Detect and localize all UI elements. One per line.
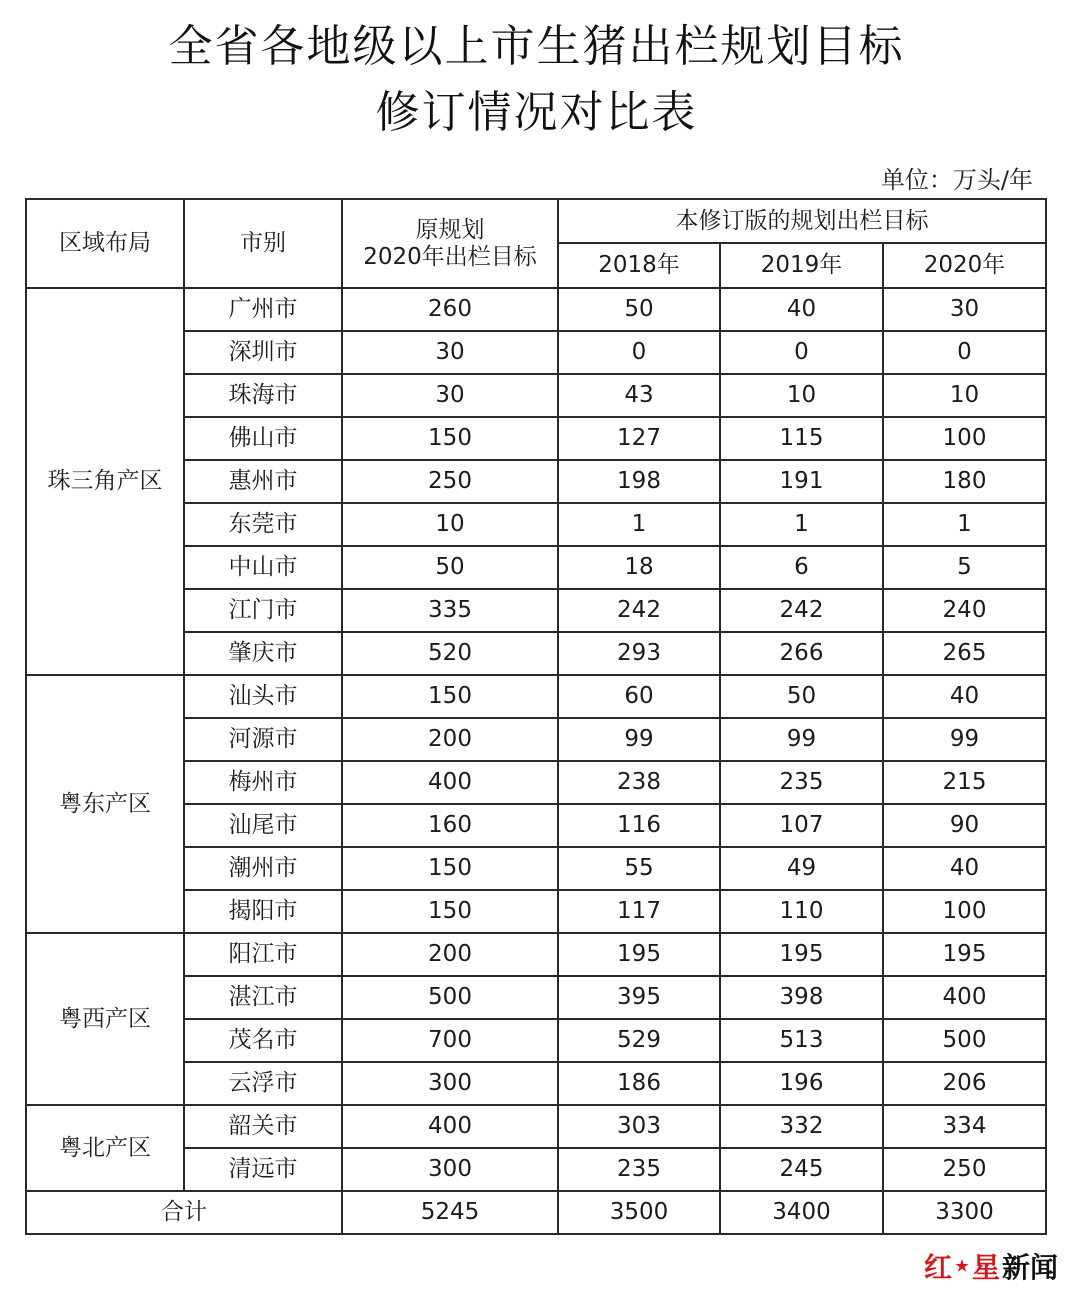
total-value-y2018: 3500	[558, 1191, 720, 1234]
value-cell-orig: 200	[342, 933, 558, 976]
region-cell: 粤东产区	[26, 675, 184, 933]
watermark-char-1: 红	[924, 1251, 953, 1284]
value-cell-y2020: 1	[883, 503, 1046, 546]
city-cell: 河源市	[184, 718, 342, 761]
city-cell: 云浮市	[184, 1062, 342, 1105]
total-row	[26, 1191, 1046, 1234]
value-cell-y2020: 240	[883, 589, 1046, 632]
value-cell-y2018: 0	[558, 331, 720, 374]
value-cell-y2019: 398	[720, 976, 883, 1019]
value-cell-y2018: 18	[558, 546, 720, 589]
value-cell-y2020: 215	[883, 761, 1046, 804]
value-cell-y2020: 195	[883, 933, 1046, 976]
value-cell-y2019: 245	[720, 1148, 883, 1191]
value-cell-y2018: 395	[558, 976, 720, 1019]
value-cell-y2018: 1	[558, 503, 720, 546]
value-cell-y2019: 235	[720, 761, 883, 804]
value-cell-y2020: 265	[883, 632, 1046, 675]
value-cell-y2019: 266	[720, 632, 883, 675]
value-cell-y2018: 60	[558, 675, 720, 718]
unit-label: 单位：万头/年	[880, 166, 1033, 194]
value-cell-y2020: 99	[883, 718, 1046, 761]
value-cell-y2020: 206	[883, 1062, 1046, 1105]
value-cell-orig: 30	[342, 374, 558, 417]
value-cell-orig: 400	[342, 761, 558, 804]
city-cell: 汕尾市	[184, 804, 342, 847]
header-city: 市别	[184, 199, 342, 288]
value-cell-y2018: 50	[558, 288, 720, 331]
city-cell: 肇庆市	[184, 632, 342, 675]
value-cell-y2018: 195	[558, 933, 720, 976]
city-cell: 阳江市	[184, 933, 342, 976]
total-value-y2019: 3400	[720, 1191, 883, 1234]
value-cell-y2019: 196	[720, 1062, 883, 1105]
city-cell: 广州市	[184, 288, 342, 331]
header-original-line2: 2020年出栏目标	[363, 243, 537, 270]
value-cell-y2018: 242	[558, 589, 720, 632]
value-cell-y2020: 40	[883, 847, 1046, 890]
value-cell-y2019: 0	[720, 331, 883, 374]
city-cell: 潮州市	[184, 847, 342, 890]
value-cell-orig: 10	[342, 503, 558, 546]
value-cell-y2019: 1	[720, 503, 883, 546]
table-row	[26, 675, 1046, 718]
value-cell-y2019: 332	[720, 1105, 883, 1148]
value-cell-y2018: 303	[558, 1105, 720, 1148]
value-cell-orig: 150	[342, 847, 558, 890]
city-cell: 东莞市	[184, 503, 342, 546]
value-cell-y2020: 5	[883, 546, 1046, 589]
header-year-2019: 2019年	[720, 243, 883, 288]
city-cell: 佛山市	[184, 417, 342, 460]
watermark-char-2: 星	[972, 1251, 1001, 1284]
table-row	[26, 933, 1046, 976]
value-cell-y2018: 238	[558, 761, 720, 804]
city-cell: 梅州市	[184, 761, 342, 804]
city-cell: 湛江市	[184, 976, 342, 1019]
value-cell-y2020: 500	[883, 1019, 1046, 1062]
value-cell-orig: 260	[342, 288, 558, 331]
value-cell-y2018: 116	[558, 804, 720, 847]
city-cell: 揭阳市	[184, 890, 342, 933]
value-cell-y2019: 110	[720, 890, 883, 933]
document-title-line-1: 全省各地级以上市生猪出栏规划目标	[168, 21, 905, 72]
header-region: 区域布局	[26, 199, 184, 288]
value-cell-orig: 150	[342, 890, 558, 933]
city-cell: 茂名市	[184, 1019, 342, 1062]
value-cell-orig: 150	[342, 417, 558, 460]
value-cell-y2020: 400	[883, 976, 1046, 1019]
table-row	[26, 1105, 1046, 1148]
value-cell-orig: 500	[342, 976, 558, 1019]
value-cell-y2020: 40	[883, 675, 1046, 718]
watermark-char-3: 新闻	[1002, 1251, 1059, 1284]
value-cell-orig: 160	[342, 804, 558, 847]
value-cell-y2019: 49	[720, 847, 883, 890]
value-cell-y2020: 334	[883, 1105, 1046, 1148]
pig-target-comparison-table	[25, 198, 1047, 1235]
value-cell-y2020: 100	[883, 417, 1046, 460]
city-cell: 清远市	[184, 1148, 342, 1191]
city-cell: 韶关市	[184, 1105, 342, 1148]
header-row-1	[26, 199, 1046, 243]
star-icon	[955, 1259, 969, 1273]
value-cell-y2018: 55	[558, 847, 720, 890]
value-cell-y2019: 195	[720, 933, 883, 976]
value-cell-y2019: 50	[720, 675, 883, 718]
value-cell-y2018: 117	[558, 890, 720, 933]
region-cell: 粤西产区	[26, 933, 184, 1105]
value-cell-y2019: 191	[720, 460, 883, 503]
value-cell-orig: 520	[342, 632, 558, 675]
header-revised-targets: 本修订版的规划出栏目标	[558, 199, 1046, 243]
total-value-orig: 5245	[342, 1191, 558, 1234]
value-cell-y2018: 186	[558, 1062, 720, 1105]
region-cell: 珠三角产区	[26, 288, 184, 675]
region-cell: 粤北产区	[26, 1105, 184, 1191]
table-row	[26, 288, 1046, 331]
value-cell-y2019: 40	[720, 288, 883, 331]
header-original-line1: 原规划	[415, 217, 485, 244]
city-cell: 深圳市	[184, 331, 342, 374]
value-cell-y2018: 235	[558, 1148, 720, 1191]
value-cell-y2019: 99	[720, 718, 883, 761]
value-cell-y2020: 250	[883, 1148, 1046, 1191]
city-cell: 珠海市	[184, 374, 342, 417]
hongxing-news-watermark	[920, 1244, 1073, 1288]
value-cell-orig: 700	[342, 1019, 558, 1062]
value-cell-orig: 50	[342, 546, 558, 589]
document-title-line-2: 修订情况对比表	[375, 87, 698, 138]
value-cell-y2019: 10	[720, 374, 883, 417]
value-cell-orig: 200	[342, 718, 558, 761]
value-cell-y2018: 529	[558, 1019, 720, 1062]
value-cell-orig: 150	[342, 675, 558, 718]
value-cell-y2020: 0	[883, 331, 1046, 374]
value-cell-orig: 400	[342, 1105, 558, 1148]
value-cell-orig: 30	[342, 331, 558, 374]
value-cell-y2020: 180	[883, 460, 1046, 503]
header-year-2020: 2020年	[883, 243, 1046, 288]
header-year-2018: 2018年	[558, 243, 720, 288]
value-cell-y2018: 99	[558, 718, 720, 761]
value-cell-orig: 250	[342, 460, 558, 503]
value-cell-y2019: 107	[720, 804, 883, 847]
city-cell: 江门市	[184, 589, 342, 632]
value-cell-y2019: 242	[720, 589, 883, 632]
value-cell-y2018: 198	[558, 460, 720, 503]
total-label: 合计	[26, 1191, 342, 1234]
value-cell-y2020: 30	[883, 288, 1046, 331]
value-cell-orig: 300	[342, 1062, 558, 1105]
city-cell: 惠州市	[184, 460, 342, 503]
header-original-plan	[342, 199, 558, 288]
value-cell-y2020: 100	[883, 890, 1046, 933]
value-cell-y2020: 10	[883, 374, 1046, 417]
total-value-y2020: 3300	[883, 1191, 1046, 1234]
value-cell-y2019: 513	[720, 1019, 883, 1062]
value-cell-y2020: 90	[883, 804, 1046, 847]
city-cell: 汕头市	[184, 675, 342, 718]
value-cell-y2018: 43	[558, 374, 720, 417]
value-cell-y2018: 293	[558, 632, 720, 675]
value-cell-y2018: 127	[558, 417, 720, 460]
value-cell-y2019: 115	[720, 417, 883, 460]
value-cell-orig: 300	[342, 1148, 558, 1191]
value-cell-y2019: 6	[720, 546, 883, 589]
value-cell-orig: 335	[342, 589, 558, 632]
city-cell: 中山市	[184, 546, 342, 589]
